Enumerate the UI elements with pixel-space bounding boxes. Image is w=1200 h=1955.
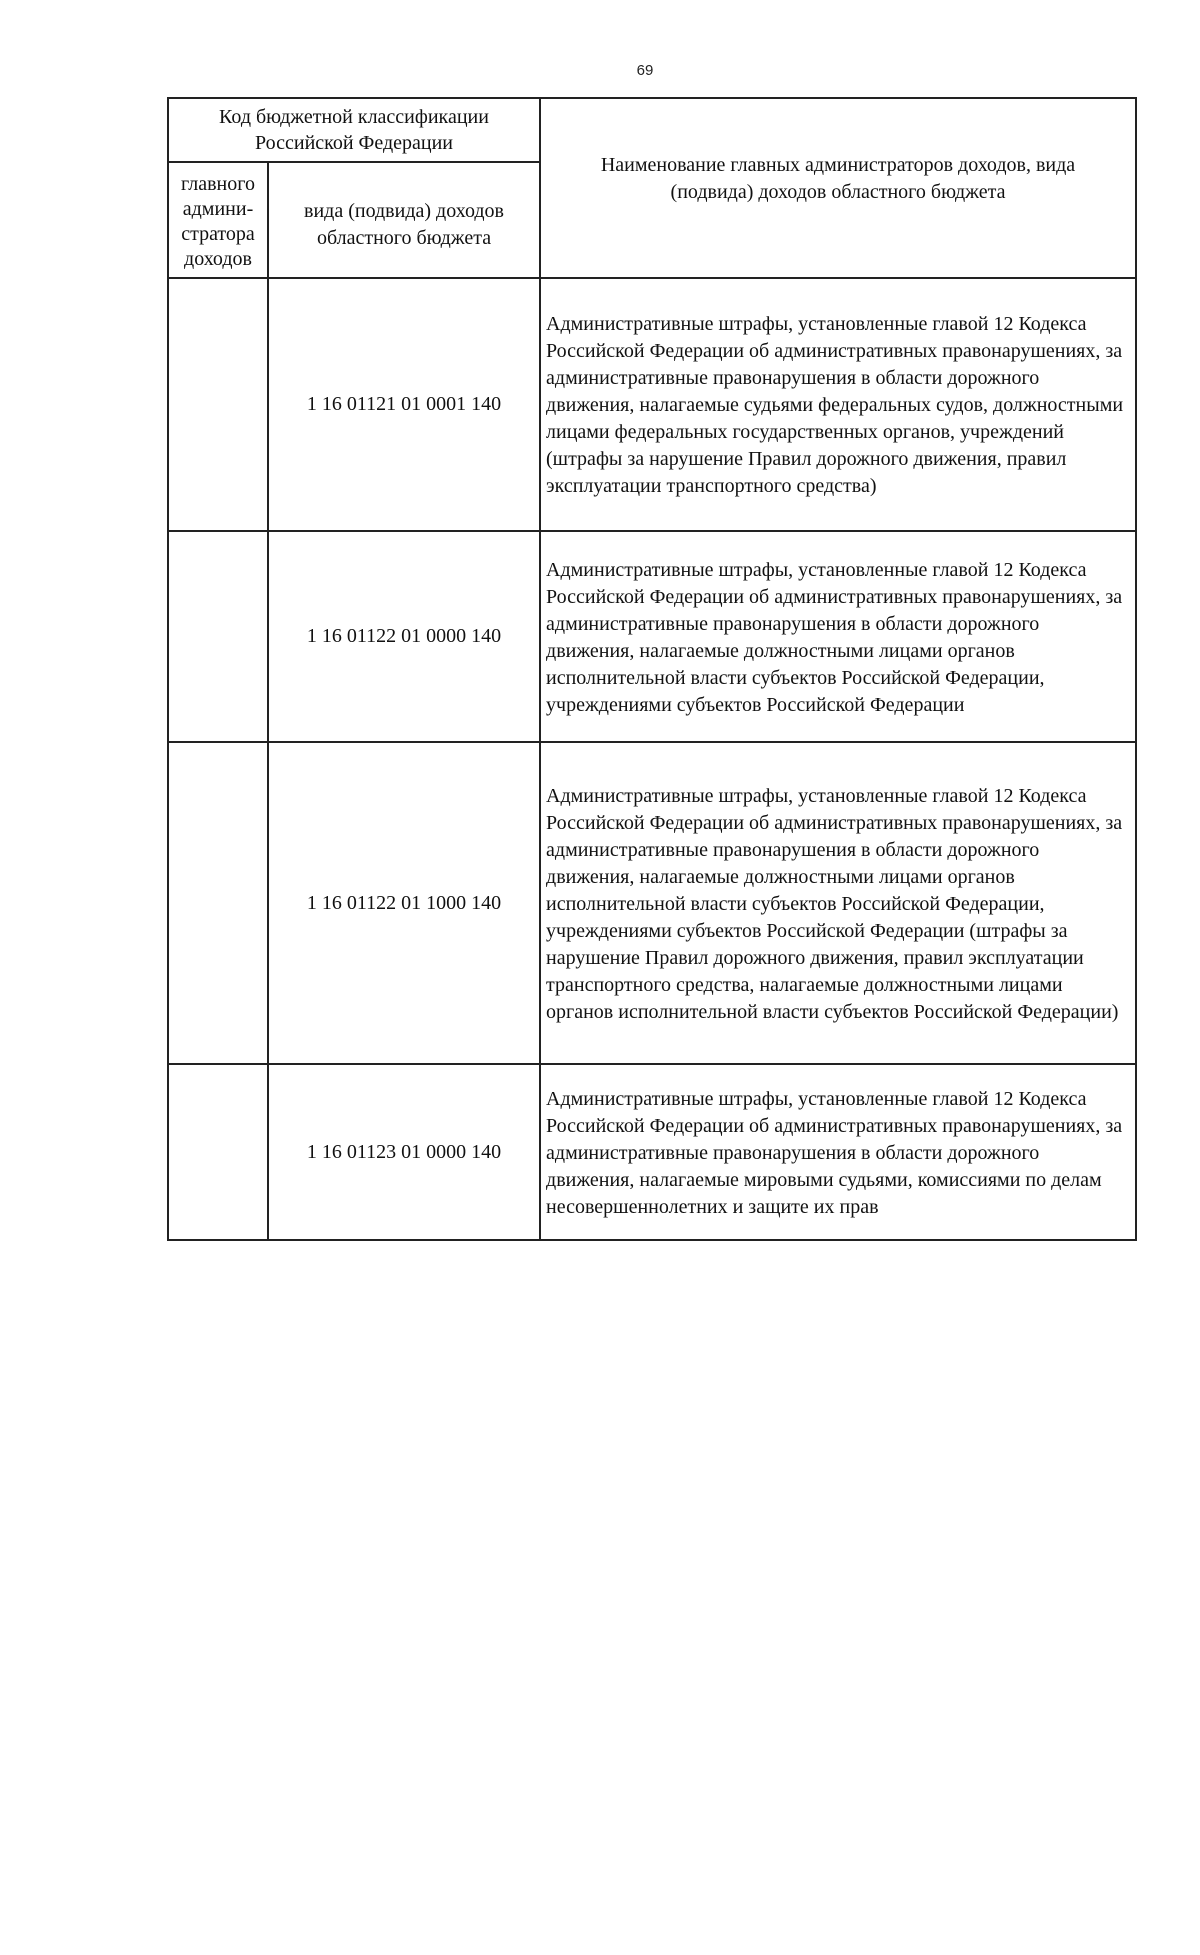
page-number: 69 — [636, 62, 654, 79]
income-code-cell: 1 16 01122 01 1000 140 — [268, 742, 540, 1064]
income-name-cell: Административные штрафы, установленные главой 12 Кодекса Российской Федерации об административных правонарушениях, за административные правонарушения в области дорожного движения, налагаемые судьями федеральных судов, должностными лицами федеральных государственных органов, учреждений (штрафы за нарушение Правил дорожного движения, правил эксплуатации транспортного средства) — [540, 278, 1136, 531]
budget-classification-table — [167, 97, 1137, 1241]
table-row — [168, 1064, 1136, 1240]
admin-code-cell — [168, 531, 268, 742]
table-row — [168, 531, 1136, 742]
admin-code-cell — [168, 278, 268, 531]
header-code-group: Код бюджетной классификации Российской Федерации — [168, 98, 540, 162]
income-code-cell: 1 16 01123 01 0000 140 — [268, 1064, 540, 1240]
income-name-cell: Административные штрафы, установленные главой 12 Кодекса Российской Федерации об административных правонарушениях, за административные правонарушения в области дорожного движения, налагаемые мировыми судьями, комиссиями по делам несовершеннолетних и защите их прав — [540, 1064, 1136, 1240]
header-admin-column: главного админи-стратора доходов — [168, 162, 268, 278]
header-name-column: Наименование главных администраторов доходов, вида (подвида) доходов областного бюджета — [540, 98, 1136, 278]
income-code-cell: 1 16 01122 01 0000 140 — [268, 531, 540, 742]
admin-code-cell — [168, 742, 268, 1064]
header-kind-column: вида (подвида) доходов областного бюджета — [268, 162, 540, 278]
income-name-cell: Административные штрафы, установленные главой 12 Кодекса Российской Федерации об административных правонарушениях, за административные правонарушения в области дорожного движения, налагаемые должностными лицами органов исполнительной власти субъектов Российской Федерации, учреждениями субъектов Российской Федерации — [540, 531, 1136, 742]
table-row — [168, 742, 1136, 1064]
admin-code-cell — [168, 1064, 268, 1240]
table-row — [168, 278, 1136, 531]
header-row-1 — [168, 98, 1136, 162]
income-name-cell: Административные штрафы, установленные главой 12 Кодекса Российской Федерации об административных правонарушениях, за административные правонарушения в области дорожного движения, налагаемые должностными лицами органов исполнительной власти субъектов Российской Федерации, учреждениями субъектов Российской Федерации (штрафы за нарушение Правил дорожного движения, правил эксплуатации транспортного средства, налагаемые должностными лицами органов исполнительной власти субъектов Российской Федерации) — [540, 742, 1136, 1064]
income-code-cell: 1 16 01121 01 0001 140 — [268, 278, 540, 531]
